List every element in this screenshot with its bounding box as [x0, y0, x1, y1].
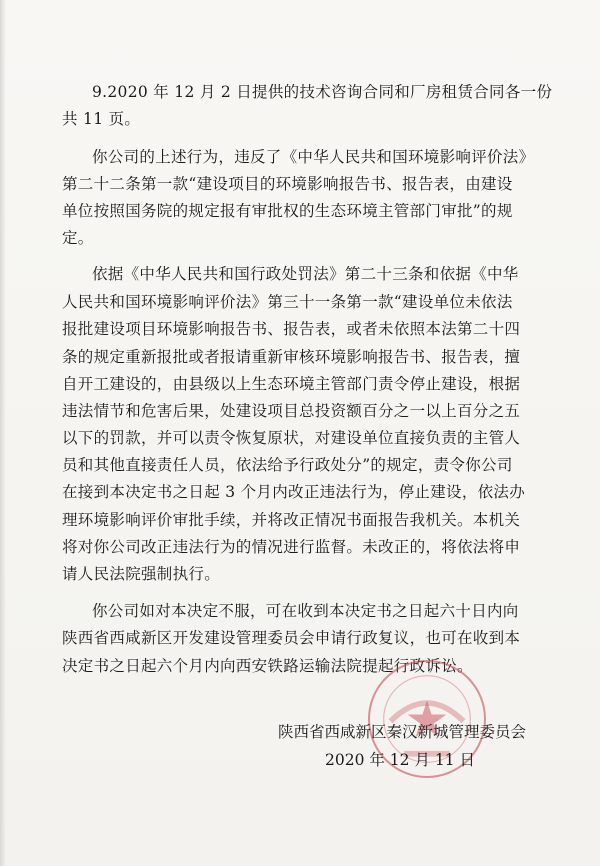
- text-line-5: 单位按照国务院的规定报有审批权的生态环境主管部门审批”的规: [62, 202, 513, 220]
- text-line-14: 员和其他直接责任人员，依法给予行政处分”的规定，责令你公司: [62, 456, 513, 474]
- text-line-21: 决定书之日起六个月内向西安铁路运输法院提起行政诉讼。: [62, 657, 473, 675]
- scan-edge: [0, 0, 6, 866]
- text-line-4: 第二十二条第一款“建设项目的环境影响报告书、报告表，由建设: [62, 175, 513, 193]
- text-line-17: 将对你公司改正违法行为的情况进行监督。未改正的，将依法将申: [62, 538, 521, 556]
- text-line-15: 在接到本决定书之日起 3 个月内改正违法行为，停止建设，依法办: [62, 483, 526, 501]
- text-line-6: 定。: [62, 229, 94, 247]
- text-line-7: 依据《中华人民共和国行政处罚法》第二十三条和依据《中华: [92, 265, 519, 283]
- text-line-10: 条的规定重新报批或者报请重新审核环境影响报告书、报告表，擅: [62, 348, 521, 366]
- signing-organization: 陕西省西咸新区秦汉新城管理委员会: [278, 723, 527, 741]
- text-line-2: 共 11 页。: [62, 110, 141, 128]
- signing-date: 2020 年 12 月 11 日: [325, 751, 476, 769]
- text-line-16: 理环境影响评价审批手续，并将改正情况书面报告我机关。本机关: [62, 511, 521, 529]
- text-line-11: 自开工建设的，由县级以上生态环境主管部门责令停止建设，根据: [62, 375, 521, 393]
- text-line-3: 你公司的上述行为，违反了《中华人民共和国环境影响评价法》: [92, 148, 535, 166]
- text-line-13: 以下的罚款，并可以责令恢复原状，对建设单位直接负责的主管人: [62, 429, 521, 447]
- text-line-18: 请人民法院强制执行。: [62, 565, 221, 583]
- text-line-8: 人民共和国环境影响评价法》第三十一条第一款“建设单位未依法: [62, 293, 513, 311]
- text-line-12: 违法情节和危害后果，处建设项目总投资额百分之一以上百分之五: [62, 402, 521, 420]
- text-line-9: 报批建设项目环境影响报告书、报告表，或者未依照本法第二十四: [62, 320, 521, 338]
- text-line-19: 你公司如对本决定不服，可在收到本决定书之日起六十日内向: [92, 602, 519, 620]
- text-line-20: 陕西省西咸新区开发建设管理委员会申请行政复议，也可在收到本: [62, 629, 521, 647]
- text-line-1: 9.2020 年 12 月 2 日提供的技术咨询合同和厂房租赁合同各一份: [92, 83, 553, 101]
